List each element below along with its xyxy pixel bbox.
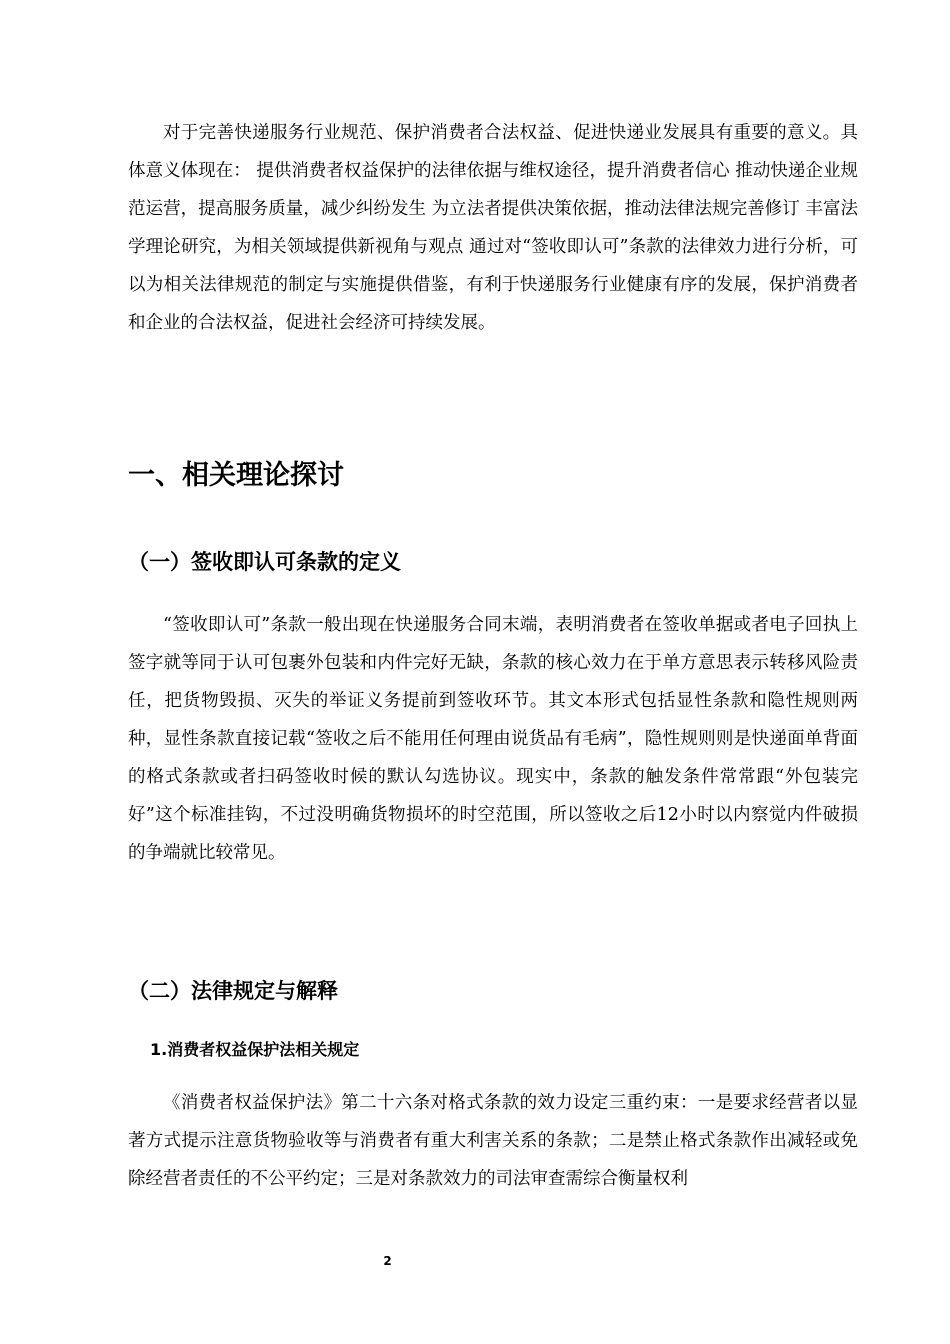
subsection-heading-legal: （二）法律规定与解释 — [128, 979, 338, 1003]
section-heading-theory: 一、相关理论探讨 — [128, 460, 344, 491]
consumer-law-paragraph: 《消费者权益保护法》第二十六条对格式条款的效力设定三重约束：一是要求经营者以显著方式提示注意货物验收等与消费者有重大利害关系的条款；二是禁止格式条款作出减轻或免除经营者责任的不公平约定；三是对条款效力的司法审查需综合衡量权利 — [128, 1093, 858, 1189]
intro-paragraph: 对于完善快递服务行业规范、保护消费者合法权益、促进快递业发展具有重要的意义。具体意义体现在： 提供消费者权益保护的法律依据与维权途径，提升消费者信心 推动快递企业规范运营，提高服务质量，减少纠纷发生 为立法者提供决策依据，推动法律法规完善修订 丰富法学理论研究，为相关领域提供新视角与观点 通过对“签收即认可”条款的法律效力进行分析，可以为相关法律规范的制定与实施提供借鉴，有利于快递服务行业健康有序的发展，保护消费者和企业的合法权益，促进社会经济可持续发展。 — [128, 123, 858, 333]
page-number: 2 — [383, 1254, 392, 1268]
subsubsection-heading-consumer-law: 1.消费者权益保护法相关规定 — [150, 1040, 360, 1059]
definition-paragraph: “签收即认可”条款一般出现在快递服务合同末端，表明消费者在签收单据或者电子回执上签字就等同于认可包裹外包装和内件完好无缺，条款的核心效力在于单方意思表示转移风险责任，把货物毁损、灭失的举证义务提前到签收环节。其文本形式包括显性条款和隐性规则两种，显性条款直接记载“签收之后不能用任何理由说货品有毛病”，隐性规则则是快递面单背面的格式条款或者扫码签收时候的默认勾选协议。现实中，条款的触发条件常常跟“外包装完好”这个标准挂钩，不过没明确货物损坏的时空范围，所以签收之后12小时以内察觉内件破损的争端就比较常见。 — [128, 615, 858, 863]
subsection-heading-definition: （一）签收即认可条款的定义 — [128, 550, 401, 574]
